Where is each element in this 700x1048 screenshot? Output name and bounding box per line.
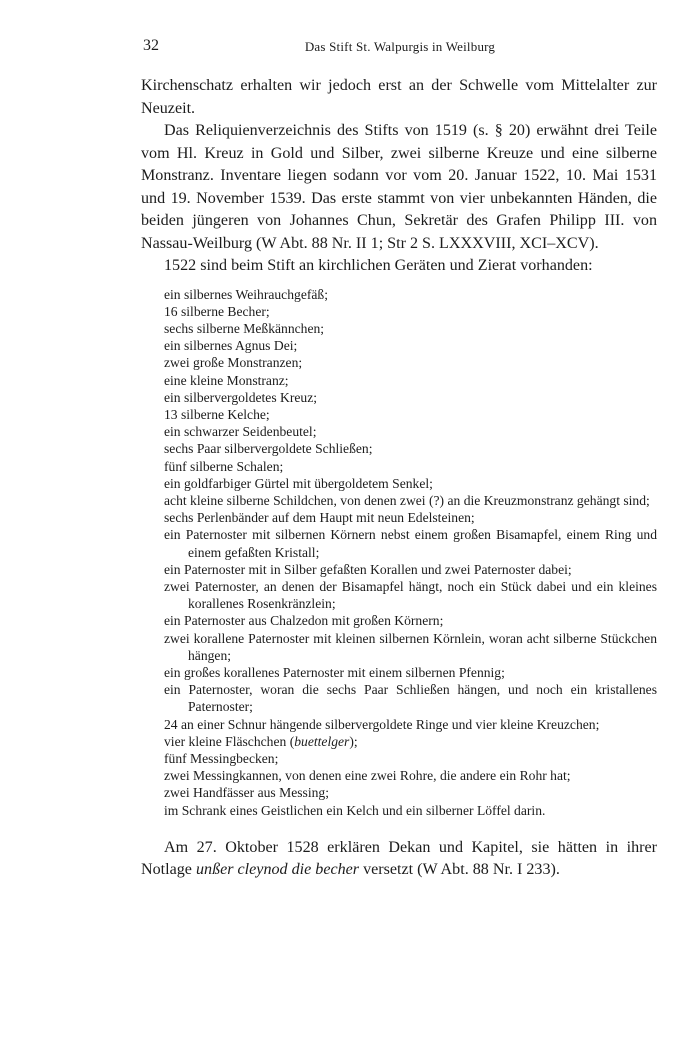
- inventory-item: im Schrank eines Geistlichen ein Kelch und ein silberner Löffel darin.: [164, 802, 546, 818]
- inventory-item: sechs Paar silbervergoldete Schließen;: [164, 441, 373, 457]
- inventory-item: ein großes korallenes Paternoster mit einem silbernen Pfennig;: [164, 664, 505, 680]
- inventory-item: zwei Handfässer aus Messing;: [164, 785, 329, 801]
- inventory-item: ein Paternoster, woran die sechs Paar Schließen hängen, und noch ein kristallenes Paternoster;: [164, 682, 657, 715]
- inventory-item: ein Paternoster aus Chalzedon mit großen Körnern;: [164, 613, 444, 629]
- inventory-item: zwei Paternoster, an denen der Bisamapfel hängt, noch ein Stück dabei und ein kleines korallenes Rosenkränzlein;: [164, 578, 657, 612]
- body-text: [141, 75, 657, 882]
- inventory-list: [164, 286, 657, 819]
- inventory-item: 24 an einer Schnur hängende silbervergoldete Ringe und vier kleine Kreuzchen;: [164, 716, 600, 732]
- page-number: 32: [143, 37, 159, 54]
- inventory-item: zwei korallene Paternoster mit kleinen silbernen Körnlein, woran acht silberne Stückchen hängen;: [164, 630, 657, 663]
- paragraph-3: 1522 sind beim Stift an kirchlichen Geräten und Zierat vorhanden:: [164, 257, 593, 274]
- closing-text-2: versetzt (W Abt. 88 Nr. I 233).: [359, 861, 560, 879]
- inventory-item: ein silbernes Weihrauchgefäß;: [164, 286, 328, 302]
- inventory-item: 13 silberne Kelche;: [164, 406, 270, 422]
- inventory-item: ein Paternoster mit silbernen Körnern nebst einem großen Bisamapfel, einem Ring und einem gefaßten Kristall;: [164, 527, 657, 560]
- inventory-item: fünf Messingbecken;: [164, 750, 279, 766]
- closing-text-1: Am 27. Oktober 1528 erklären Dekan und Kapitel, sie hätten in ihrer Notlage: [141, 838, 657, 879]
- page-header: [140, 37, 660, 59]
- inventory-item: ein silbervergoldetes Kreuz;: [164, 389, 318, 405]
- inventory-item: fünf silberne Schalen;: [164, 458, 284, 474]
- running-head: Das Stift St. Walpurgis in Weilburg: [304, 39, 496, 54]
- inventory-item: vier kleine Fläschchen (buettelger);: [164, 733, 358, 749]
- inventory-item: ein goldfarbiger Gürtel mit übergoldetem Senkel;: [164, 475, 433, 491]
- paragraph-1: Kirchenschatz erhalten wir jedoch erst an der Schwelle vom Mittelalter zur Neuzeit.: [141, 77, 657, 117]
- inventory-item: ein silbernes Agnus Dei;: [164, 338, 298, 354]
- inventory-item: sechs Perlenbänder auf dem Haupt mit neun Edelsteinen;: [164, 510, 475, 526]
- inventory-item: ein schwarzer Seidenbeutel;: [164, 424, 317, 440]
- inventory-item: sechs silberne Meßkännchen;: [164, 320, 325, 336]
- paragraph-2: Das Reliquienverzeichnis des Stifts von 1519 (s. § 20) erwähnt drei Teile vom Hl. Kreuz in Gold und Silber, zwei silberne Kreuze und eine silberne Monstranz. Inventare liegen sodann vor vom 20. Januar 1522, 10. Mai 1531 und 19. November 1539. Das erste stammt von vier unbekannten Händen, die beiden jüngeren von Johannes Chun, Sekretär des Grafen Philipp III. von Nassau-Weilburg (W Abt. 88 Nr. II 1; Str 2 S. LXXXVIII, XCI–XCV).: [141, 122, 657, 252]
- inventory-item: acht kleine silberne Schildchen, von denen zwei (?) an die Kreuzmonstranz gehängt sind;: [164, 492, 650, 508]
- inventory-item: 16 silberne Becher;: [164, 303, 270, 319]
- inventory-item: zwei Messingkannen, von denen eine zwei Rohre, die andere ein Rohr hat;: [164, 768, 571, 784]
- inventory-term: buettelger: [294, 733, 350, 749]
- inventory-item: zwei große Monstranzen;: [164, 355, 303, 371]
- inventory-item: eine kleine Monstranz;: [164, 372, 289, 388]
- closing-paragraph: [141, 837, 657, 882]
- closing-quote: unßer cleynod die becher: [195, 861, 360, 879]
- inventory-item: ein Paternoster mit in Silber gefaßten Korallen und zwei Paternoster dabei;: [164, 561, 572, 577]
